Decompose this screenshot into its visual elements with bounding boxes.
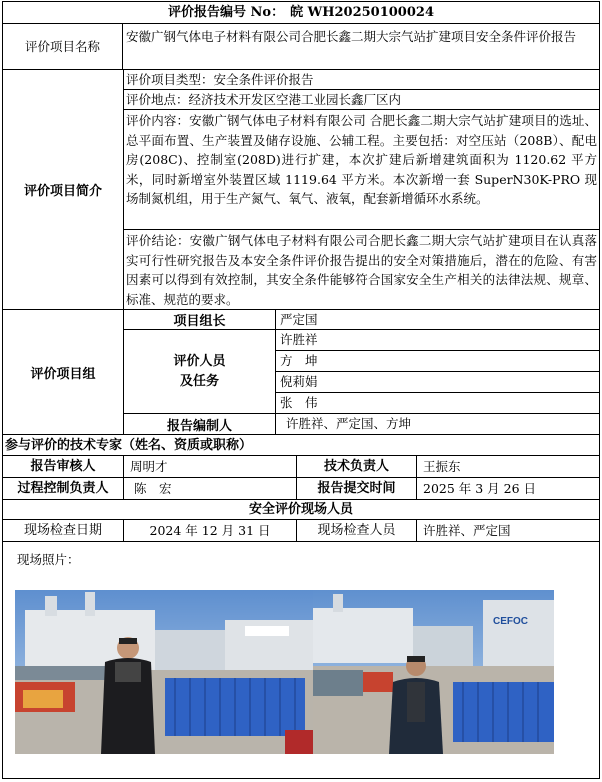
cefoc-sign-text: CEFOC [493, 616, 528, 627]
summary-block [124, 70, 599, 310]
submit-time-value: 2025 年 3 月 26 日 [423, 481, 537, 496]
summary-location: 评价地点：经济技术开发区空港工业园长鑫厂区内 [124, 90, 599, 110]
members-label [124, 330, 276, 414]
experts-label: 参与评价的技术专家（姓名、资质或职称） [5, 437, 253, 453]
compiler-value: 许胜祥、严定国、方坤 [276, 414, 599, 435]
tech-lead-value: 王振东 [423, 459, 461, 474]
project-name-row [3, 24, 599, 70]
site-photo-1 [15, 590, 313, 754]
inspectors-value: 许胜祥、严定国 [423, 523, 511, 538]
compiler-label: 报告编制人 [124, 414, 276, 435]
report-number-value: 皖 WH20250100024 [290, 5, 434, 20]
summary-conclusion: 评价结论：安徽广钢气体电子材料有限公司合肥长鑫二期大宗气站扩建项目在认真落实可行性研究报告及本安全条件评价报告提出的安全对策措施后，潜在的危险、有害因素可以得到有效控制，其安全条件能够符合国家安全生产相关的法律法规、规章、标准、规范的要求。 [126, 233, 597, 307]
member-item: 方 坤 [276, 351, 599, 372]
submit-time-label: 报告提交时间 [297, 478, 417, 499]
report-number-label: 评价报告编号 No： [167, 5, 285, 20]
onsite-title: 安全评价现场人员 [248, 502, 353, 517]
site-photo-2 [313, 590, 554, 754]
onsite-title-row [3, 500, 599, 520]
report-number-row [3, 2, 599, 24]
project-name-label: 评价项目名称 [3, 24, 123, 69]
team-leader-value: 严定国 [276, 310, 599, 330]
team-label: 评价项目组 [30, 366, 96, 382]
inspection-row [3, 520, 599, 542]
summary-type: 评价项目类型：安全条件评价报告 [124, 70, 599, 90]
member-item: 许胜祥 [276, 330, 599, 351]
inspect-date-value: 2024 年 12 月 31 日 [124, 520, 297, 541]
photos-label: 现场照片： [17, 552, 80, 567]
summary-label: 评价项目简介 [23, 184, 102, 199]
experts-row [3, 435, 599, 456]
members-label-line-2: 及任务 [179, 373, 219, 389]
project-name-value: 安徽广钢气体电子材料有限公司合肥长鑫二期大宗气站扩建项目安全条件评价报告 [126, 29, 577, 44]
reviewer-label: 报告审核人 [3, 456, 124, 477]
reviewer-value: 周明才 [124, 456, 297, 477]
tech-lead-label: 技术负责人 [297, 456, 417, 477]
inspectors-label: 现场检查人员 [297, 520, 417, 541]
process-row [3, 478, 599, 500]
process-lead-label: 过程控制负责人 [3, 478, 124, 499]
member-item: 倪莉娟 [276, 372, 599, 393]
member-item: 张 伟 [276, 393, 599, 414]
members-label-line-1: 评价人员 [173, 353, 226, 369]
evaluation-report-form [2, 1, 600, 779]
summary-content: 评价内容：安徽广钢气体电子材料有限公司 合肥长鑫二期大宗气站扩建项目的选址、总平面布置、生产装置及储存设施、公辅工程。主要包括：对空压站（208B）、配电房(208C)、控制室(208D)进行扩建，本次扩建后新增建筑面积为 1120.62 平方米，同时新增室外装置区域 1119.64 平方米。本次新增一套 SuperN30K-PRO 现场制氮机组，用于生产氮气、氧气、液氧，配套新增循环水系统。 [124, 110, 599, 230]
inspect-date-label: 现场检查日期 [3, 520, 124, 541]
team-leader-label: 项目组长 [124, 310, 276, 330]
reviewer-row [3, 456, 599, 478]
process-lead-value: 陈 宏 [124, 478, 297, 499]
